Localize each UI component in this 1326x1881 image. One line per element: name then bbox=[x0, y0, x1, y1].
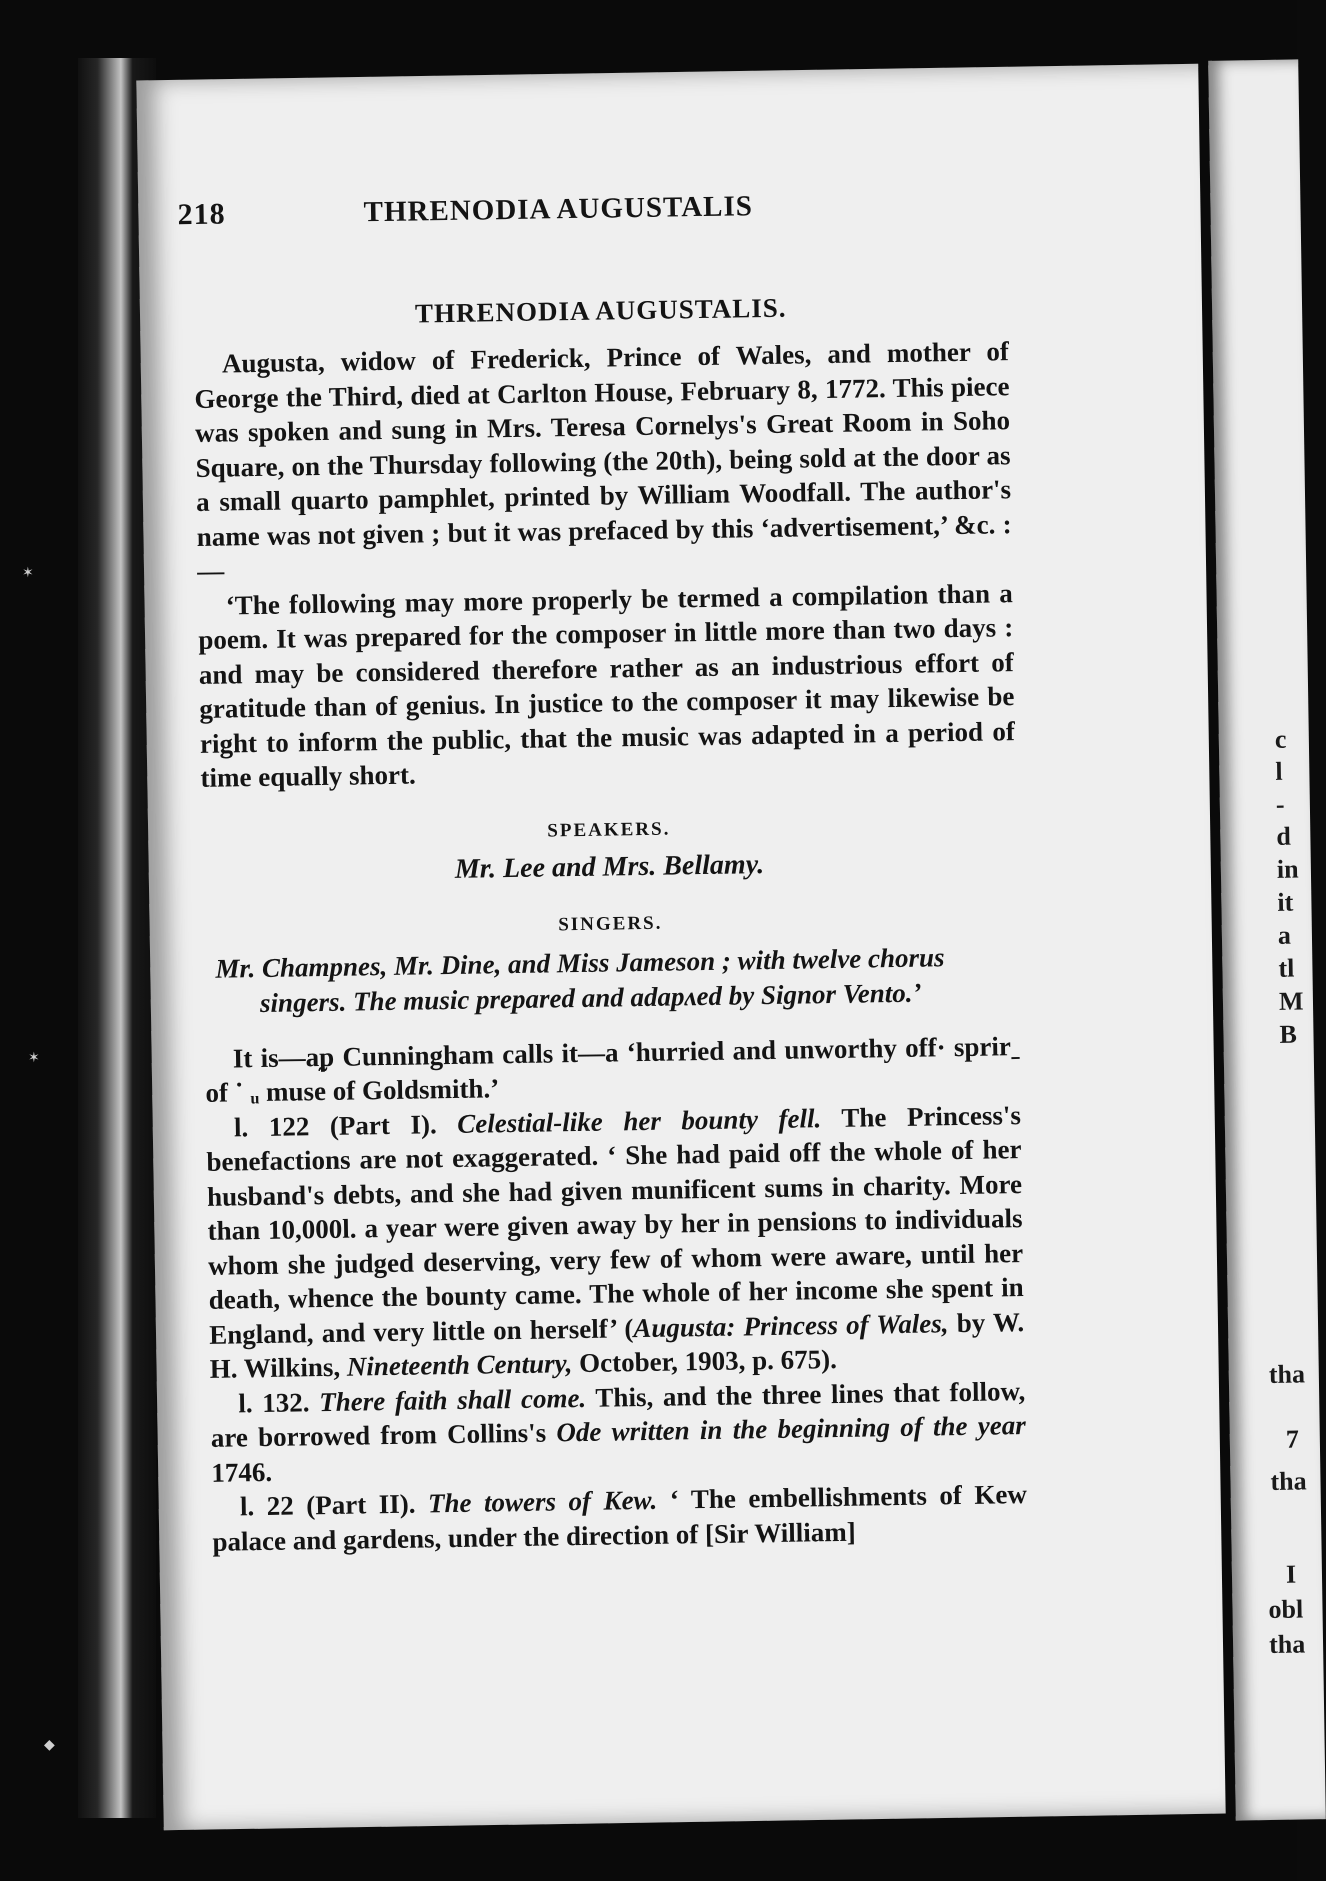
facing-fragment: M bbox=[1278, 986, 1304, 1016]
facing-fragment: it bbox=[1277, 887, 1294, 917]
facing-fragment: - bbox=[1275, 789, 1285, 819]
singers-rest-1: with twelve chorus bbox=[737, 941, 945, 976]
singers-heading: SINGERS. bbox=[558, 912, 663, 935]
note-author: by W. H. Wilkins, bbox=[209, 1306, 1025, 1384]
note-ref: l. 22 (Part II). bbox=[239, 1488, 416, 1522]
facing-fragment: 7 bbox=[1285, 1424, 1300, 1454]
note-line-132 bbox=[210, 1374, 1027, 1490]
facing-fragment: B bbox=[1279, 1019, 1298, 1049]
running-title: THRENODIA AUGUSTALIS bbox=[363, 190, 754, 229]
note-source: Augusta: Princess of Wales, bbox=[633, 1307, 949, 1343]
scan-speck: ✶ bbox=[28, 1051, 40, 1066]
note-journal: Nineteenth Century, bbox=[346, 1348, 573, 1382]
page-content bbox=[177, 97, 1028, 1559]
singers-list bbox=[203, 939, 1019, 1022]
note-lemma: Celestial-like her bounty fell. bbox=[457, 1102, 822, 1139]
note-end: 1746. bbox=[211, 1456, 273, 1488]
facing-fragment: I bbox=[1285, 1559, 1297, 1589]
note-end: October, 1903, p. 675). bbox=[572, 1343, 838, 1379]
facing-fragment: tha bbox=[1270, 1466, 1307, 1497]
page-number: 218 bbox=[177, 197, 226, 232]
advertisement-paragraph: ‘The following may more properly be termed a compilation than a poem. It was prepared for the composer in little more than two days : and may be considered therefore rather as an industrious effort of gratitude than of genius. In justice to the composer it may likewise be right to inform the public, that the music was adapted in a period of time equally short. bbox=[198, 577, 1016, 793]
speakers-names: Mr. Lee and Mrs. Bellamy. bbox=[454, 848, 765, 885]
facing-fragment: tha bbox=[1268, 1359, 1306, 1390]
facing-fragment: l bbox=[1275, 756, 1283, 786]
scan-speck: ◆ bbox=[44, 1738, 55, 1753]
facing-fragment: tl bbox=[1278, 953, 1295, 983]
scan-speck: ✶ bbox=[22, 566, 34, 581]
intro-paragraph: Augusta, widow of Frederick, Prince of Wales, and mother of George the Third, died at Carlton House, February 8, 1772. This piece was spoken and sung in Mrs. Teresa Cornelys's Great Room in Soho Square, on the Thursday following (the 20th), being sold at the door as a small quarto pamphlet, printed by William Woodfall. The author's name was not given ; but it was prefaced by this ‘advertisement,’ &c. :— bbox=[194, 336, 1012, 586]
note-line-122 bbox=[206, 1098, 1025, 1387]
facing-fragment: a bbox=[1277, 920, 1292, 950]
section-title: THRENODIA AUGUSTALIS. bbox=[414, 292, 787, 329]
notes bbox=[205, 1029, 1028, 1559]
note-lemma: There faith shall come. bbox=[319, 1382, 587, 1417]
note-ref: l. 132. bbox=[238, 1386, 310, 1418]
note-lemma: The towers of Kew. bbox=[427, 1484, 658, 1519]
note-title: Ode written in the beginning of the year bbox=[556, 1410, 1026, 1448]
facing-fragment: in bbox=[1276, 854, 1299, 884]
facing-fragment: obl bbox=[1268, 1594, 1304, 1625]
note-ref: l. 122 (Part I). bbox=[233, 1108, 437, 1142]
speakers-heading: SPEAKERS. bbox=[547, 818, 671, 841]
facing-fragment: c bbox=[1274, 724, 1287, 754]
singers-names: Mr. Champnes, Mr. Dine, and Miss Jameson ; bbox=[215, 945, 732, 984]
facing-fragment: d bbox=[1276, 821, 1292, 851]
running-head bbox=[177, 185, 1006, 232]
cunningham-note: It is—aᵱ Cunningham calls it—a ‘hurried and unworthy off· sprirˍ of ˙ ᵤ muse of Goldsmith.’ bbox=[205, 1030, 1021, 1108]
note-text: ‘ The embellishments of Kew palace and gardens, under the direction of [Sir William] bbox=[212, 1479, 1028, 1557]
singers-rest-2: singers. The music prepared and adapʌed by Signor Vento.’ bbox=[259, 977, 922, 1018]
note-text: The Princess's benefactions are not exaggerated. ‘ She had paid off the whole of her husband's debts, and she had given munificent sums in charity. More than 10,000l. a year were given away by her in pensions to individuals whom she judged deserving, very few of whom were aware, until her death, whence the bounty came. The whole of her income she spent in England, and very little on herself’ ( bbox=[206, 1099, 1024, 1350]
note-line-22 bbox=[212, 1477, 1028, 1559]
facing-fragment: tha bbox=[1268, 1629, 1306, 1660]
note-text: This, and the three lines that follow, are borrowed from Collins's bbox=[210, 1375, 1026, 1453]
